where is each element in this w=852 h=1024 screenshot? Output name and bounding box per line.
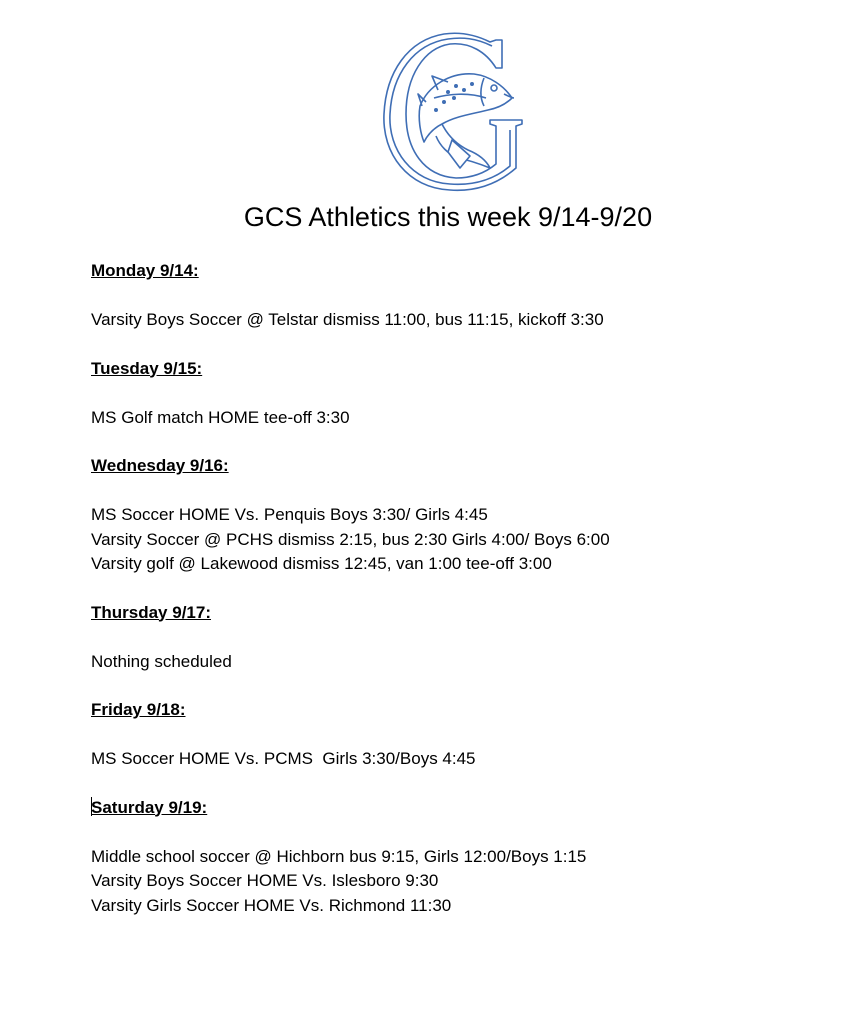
event-item: Varsity golf @ Lakewood dismiss 12:45, van 1:00 tee-off 3:00 <box>91 554 552 573</box>
event-list <box>91 650 811 675</box>
day-heading: Thursday 9/17: <box>91 602 211 622</box>
event-item: Nothing scheduled <box>91 651 232 671</box>
gcs-g-fish-logo-icon <box>378 32 528 194</box>
day-heading: Friday 9/18: <box>91 700 186 719</box>
event-item: MS Soccer HOME Vs. Penquis Boys 3:30/ Girls 4:45 <box>91 505 488 524</box>
day-friday <box>91 698 811 772</box>
day-saturday <box>91 796 811 919</box>
day-wednesday <box>91 454 811 577</box>
event-item: MS Soccer HOME Vs. PCMS Girls 3:30/Boys 4:45 <box>91 749 476 768</box>
event-list <box>91 845 811 919</box>
event-list <box>91 406 811 431</box>
day-heading: Monday 9/14: <box>91 261 199 280</box>
event-item: Varsity Boys Soccer @ Telstar dismiss 11:00, bus 11:15, kickoff 3:30 <box>91 310 604 329</box>
document-title: GCS Athletics this week 9/14-9/20 <box>243 202 653 232</box>
event-list <box>91 308 811 333</box>
day-heading-text: Saturday 9/19: <box>91 797 208 817</box>
day-heading: Wednesday 9/16: <box>91 456 229 475</box>
event-list <box>91 503 811 577</box>
event-item: Varsity Boys Soccer HOME Vs. Islesboro 9:30 <box>91 871 439 890</box>
day-thursday <box>91 601 811 675</box>
day-heading: Tuesday 9/15: <box>91 358 203 378</box>
event-item: Middle school soccer @ Hichborn bus 9:15, Girls 12:00/Boys 1:15 <box>91 846 587 866</box>
day-monday <box>91 259 811 333</box>
event-list <box>91 747 811 772</box>
event-item: Varsity Girls Soccer HOME Vs. Richmond 11:30 <box>91 895 452 915</box>
schedule <box>91 259 811 918</box>
event-item: Varsity Soccer @ PCHS dismiss 2:15, bus 2:30 Girls 4:00/ Boys 6:00 <box>91 529 610 549</box>
day-tuesday <box>91 357 811 431</box>
day-heading-with-cursor[interactable] <box>91 796 811 820</box>
event-item: MS Golf match HOME tee-off 3:30 <box>91 407 350 427</box>
